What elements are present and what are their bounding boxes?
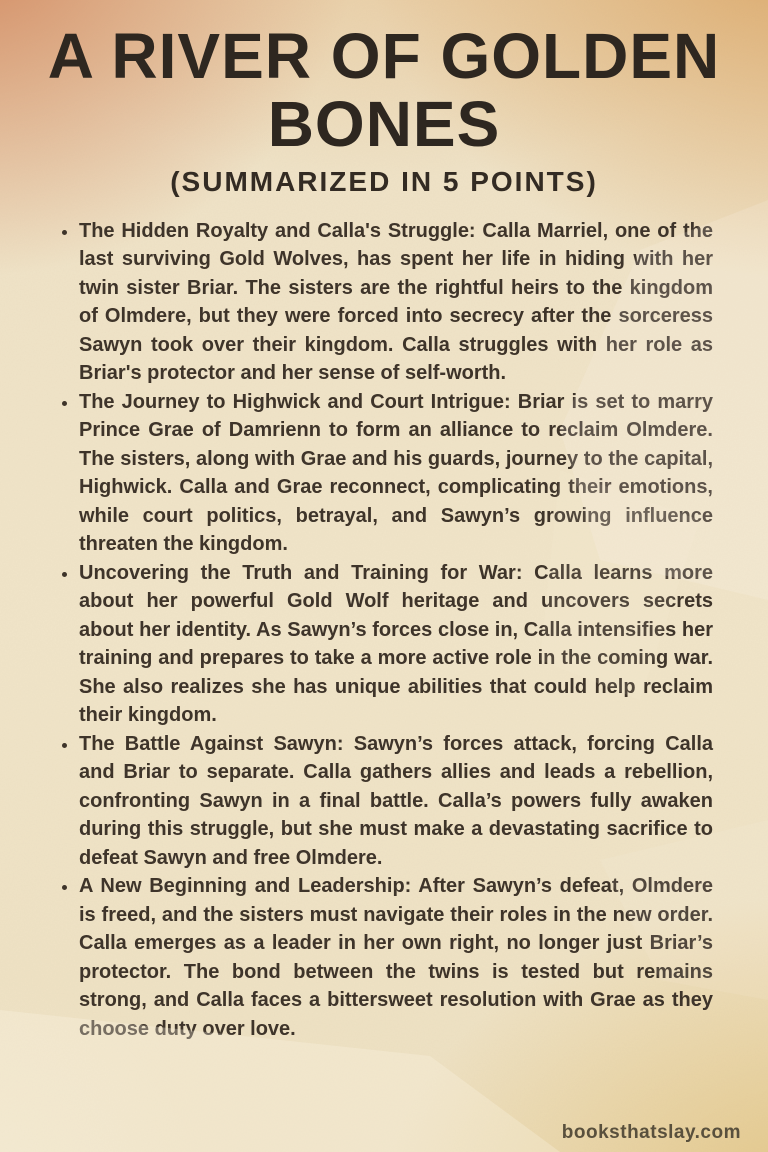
watermark: booksthatslay.com	[561, 1122, 741, 1143]
summary-point-text: The Journey to Highwick and Court Intrigue: Briar is set to marry Prince Grae of Damrienn to form an alliance to reclaim Olmdere. The sisters, along with Grae and his guards, journey to the capital, Highwick. Calla and Grae reconnect, complicating their emotions, while court politics, betrayal, and Sawyn’s growing influence threaten the kingdom.	[79, 390, 713, 556]
summary-point-text: The Hidden Royalty and Calla's Struggle: Calla Marriel, one of the last surviving Gold Wolves, has spent her life in hiding with her twin sister Briar. The sisters are the rightful heirs to the kingdom of Olmdere, but they were forced into secrecy after the sorceress Sawyn took over their kingdom. Calla struggles with her role as Briar's protector and her sense of self-worth.	[79, 219, 713, 385]
summary-point-text: Uncovering the Truth and Training for War: Calla learns more about her powerful Gold Wolf heritage and uncovers secrets about her identity. As Sawyn’s forces close in, Calla intensifies her training and prepares to take a more active role in the coming war. She also realizes she has unique abilities that could help reclaim their kingdom.	[79, 561, 713, 727]
summary-point	[79, 559, 713, 730]
page-subtitle: (SUMMARIZED IN 5 POINTS)	[170, 165, 598, 197]
summary-point	[79, 872, 713, 1043]
summary-points-list	[55, 217, 713, 1044]
summary-point-text: A New Beginning and Leadership: After Sawyn’s defeat, Olmdere is freed, and the sisters must navigate their roles in the new order. Calla emerges as a leader in her own right, no longer just Briar’s protector. The bond between the twins is tested but remains strong, and Calla faces a bittersweet resolution with Grae as they choose duty over love.	[79, 875, 713, 1040]
summary-point	[79, 388, 713, 559]
summary-point	[79, 217, 713, 388]
header	[0, 0, 768, 198]
summary-point-text: The Battle Against Sawyn: Sawyn’s forces attack, forcing Calla and Briar to separate. Calla gathers allies and leads a rebellion, confronting Sawyn in a final battle. Calla’s powers fully awaken during this struggle, but she must make a devastating sacrifice to defeat Sawyn and free Olmdere.	[79, 732, 713, 869]
page-title: A RIVER OF GOLDEN BONES	[47, 20, 721, 161]
summary-point	[79, 730, 713, 873]
